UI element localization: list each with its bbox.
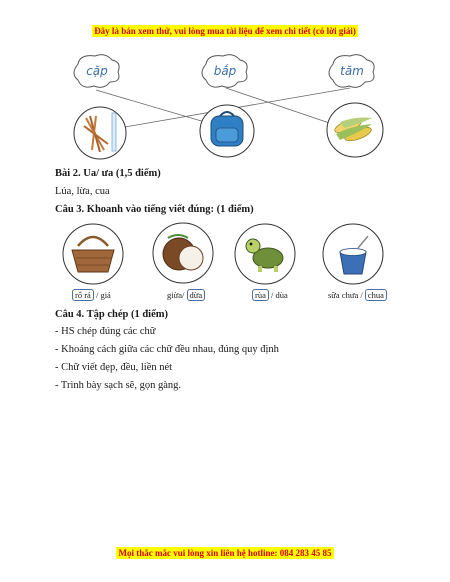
caption-basket: rổ rá / giá <box>72 290 111 300</box>
circled-answer: rổ rá <box>72 289 94 301</box>
circled-answer: rùa <box>252 289 269 301</box>
turtle-picture <box>235 224 295 284</box>
cau3-heading: Câu 3. Khoanh vào tiếng viết đúng: (1 điểm) <box>55 204 254 215</box>
coconut-picture <box>153 223 213 283</box>
hotline-banner: Mọi thắc mắc vui lòng xin liên hệ hotline: 084 283 45 85 <box>118 548 332 558</box>
corn-picture <box>327 103 383 157</box>
caption-coconut: giừa/ dừa <box>167 290 205 300</box>
cau4-heading: Câu 4. Tập chép (1 điểm) <box>55 309 168 320</box>
backpack-picture <box>200 105 254 157</box>
toothpicks-picture <box>74 107 126 159</box>
preview-banner: Đây là bản xem thử, vui lòng mua tài liệu để xem chi tiết (có lời giải) <box>94 26 356 36</box>
cau4-line-2: - Khoảng cách giữa các chữ đều nhau, đúng quy định <box>55 344 279 355</box>
circled-answer: chua <box>365 289 387 301</box>
cau4-line-4: - Trình bày sạch sẽ, gọn gàng. <box>55 380 181 391</box>
bai2-answer: Lúa, lừa, cua <box>55 186 110 197</box>
bubble-word-2: bắp <box>213 64 237 78</box>
bubble-word-1: cặp <box>86 64 108 78</box>
caption-yogurt: sữa chưa / chua <box>328 290 387 300</box>
bai2-heading: Bài 2. Ua/ ưa (1,5 điểm) <box>55 168 161 179</box>
yogurt-picture <box>323 224 383 284</box>
circled-answer: dừa <box>187 289 206 301</box>
bubble-word-3: tăm <box>340 64 364 78</box>
cau4-line-1: - HS chép đúng các chữ <box>55 326 156 337</box>
basket-picture <box>63 224 123 284</box>
cau4-line-3: - Chữ viết đẹp, đều, liền nét <box>55 362 173 373</box>
caption-turtle: rùa / dùa <box>252 290 288 300</box>
